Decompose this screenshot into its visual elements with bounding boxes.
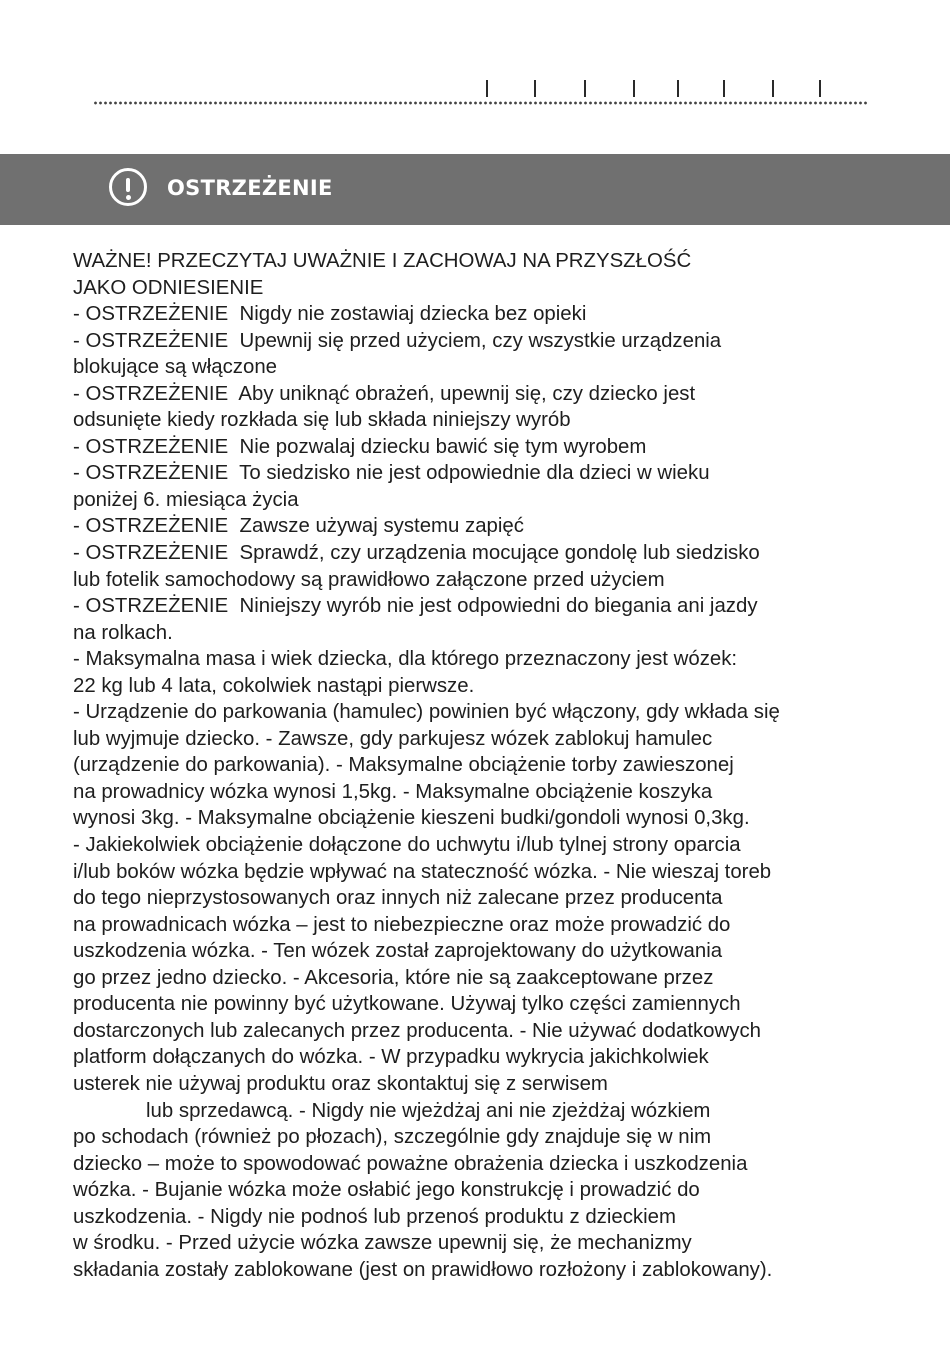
text-line: poniżej 6. miesiąca życia — [73, 488, 299, 511]
text-line: - Maksymalna masa i wiek dziecka, dla którego przeznaczony jest wózek: — [73, 648, 738, 671]
text-line: - OSTRZEŻENIE Nigdy nie zostawiaj dziecka bez opieki — [73, 303, 587, 326]
text-line: uszkodzenia wózka. - Ten wózek został zaprojektowany do użytkowania — [73, 940, 723, 963]
text-line: uszkodzenia. - Nigdy nie podnoś lub przenoś produktu z dzieckiem — [73, 1205, 676, 1228]
text-line: wózka. - Bujanie wózka może osłabić jego konstrukcję i prowadzić do — [73, 1179, 700, 1202]
text-line: do tego nieprzystosowanych oraz innych niż zalecane przez producenta — [73, 887, 723, 910]
text-line: usterek nie używaj produktu oraz skontaktuj się z serwisem — [73, 1072, 608, 1095]
banner-title: OSTRZEŻENIE — [167, 176, 333, 200]
text-line: dostarczonych lub zalecanych przez producenta. - Nie używać dodatkowych — [73, 1019, 761, 1042]
text-line: 22 kg lub 4 lata, cokolwiek nastąpi pierwsze. — [73, 674, 475, 697]
tick-mark — [486, 80, 488, 97]
text-line: na prowadnicach wózka – jest to niebezpieczne oraz może prowadzić do — [73, 913, 731, 936]
text-line: lub fotelik samochodowy są prawidłowo załączone przed użyciem — [73, 568, 665, 591]
tick-mark — [584, 80, 586, 97]
text-line: producenta nie powinny być użytkowane. Używaj tylko części zamiennych — [73, 993, 741, 1016]
text-line: - Urządzenie do parkowania (hamulec) powinien być włączony, gdy wkłada się — [73, 701, 780, 724]
tick-mark — [677, 80, 679, 97]
text-line: lub wyjmuje dziecko. - Zawsze, gdy parkujesz wózek zablokuj hamulec — [73, 727, 713, 750]
text-line: - OSTRZEŻENIE Nie pozwalaj dziecku bawić się tym wyrobem — [73, 435, 647, 458]
text-line: - Jakiekolwiek obciążenie dołączone do uchwytu i/lub tylnej strony oparcia — [73, 834, 741, 857]
text-line: w środku. - Przed użycie wózka zawsze upewnij się, że mechanizmy — [73, 1232, 692, 1255]
text-line: na prowadnicy wózka wynosi 1,5kg. - Maksymalne obciążenie koszyka — [73, 780, 713, 803]
text-line: JAKO ODNIESIENIE — [73, 276, 264, 299]
text-line: (urządzenie do parkowania). - Maksymalne obciążenie torby zawieszonej — [73, 754, 734, 777]
text-line: po schodach (również po płozach), szczególnie gdy znajduje się w nim — [73, 1126, 712, 1149]
text-line: - OSTRZEŻENIE Zawsze używaj systemu zapięć — [73, 515, 524, 538]
text-line: - OSTRZEŻENIE Sprawdź, czy urządzenia mocujące gondolę lub siedzisko — [73, 542, 760, 565]
text-line: - OSTRZEŻENIE Upewnij się przed użyciem, czy wszystkie urządzenia — [73, 329, 722, 352]
text-line: składania zostały zablokowane (jest on prawidłowo rozłożony i zablokowany). — [73, 1258, 773, 1281]
text-line: - OSTRZEŻENIE Aby uniknąć obrażeń, upewnij się, czy dziecko jest — [73, 382, 696, 405]
text-line: lub sprzedawcą. - Nigdy nie wjeżdżaj ani nie zjeżdżaj wózkiem — [146, 1099, 711, 1122]
warning-text-body — [73, 248, 903, 1283]
warning-banner — [0, 154, 950, 225]
text-line: na rolkach. — [73, 621, 173, 644]
text-line: i/lub boków wózka będzie wpływać na stateczność wózka. - Nie wieszaj toreb — [73, 860, 772, 883]
text-line: - OSTRZEŻENIE To siedzisko nie jest odpowiednie dla dzieci w wieku — [73, 462, 710, 485]
text-line: dziecko – może to spowodować poważne obrażenia dziecka i uszkodzenia — [73, 1152, 748, 1175]
text-line: blokujące są włączone — [73, 356, 278, 379]
tick-mark — [534, 80, 536, 97]
tick-mark — [772, 80, 774, 97]
text-line: wynosi 3kg. - Maksymalne obciążenie kieszeni budki/gondoli wynosi 0,3kg. — [73, 807, 750, 830]
text-line: WAŻNE! PRZECZYTAJ UWAŻNIE I ZACHOWAJ NA PRZYSZŁOŚĆ — [73, 250, 692, 272]
header-tick-marks — [0, 80, 950, 98]
tick-mark — [633, 80, 635, 97]
text-line: - OSTRZEŻENIE Niniejszy wyrób nie jest odpowiedni do biegania ani jazdy — [73, 595, 758, 618]
dotted-separator — [93, 98, 868, 108]
tick-mark — [723, 80, 725, 97]
exclamation-circle-icon — [109, 168, 147, 206]
tick-mark — [819, 80, 821, 97]
text-line: platform dołączanych do wózka. - W przypadku wykrycia jakichkolwiek — [73, 1046, 709, 1069]
text-line: odsunięte kiedy rozkłada się lub składa niniejszy wyrób — [73, 409, 571, 432]
text-line: go przez jedno dziecko. - Akcesoria, które nie są zaakceptowane przez — [73, 966, 714, 989]
